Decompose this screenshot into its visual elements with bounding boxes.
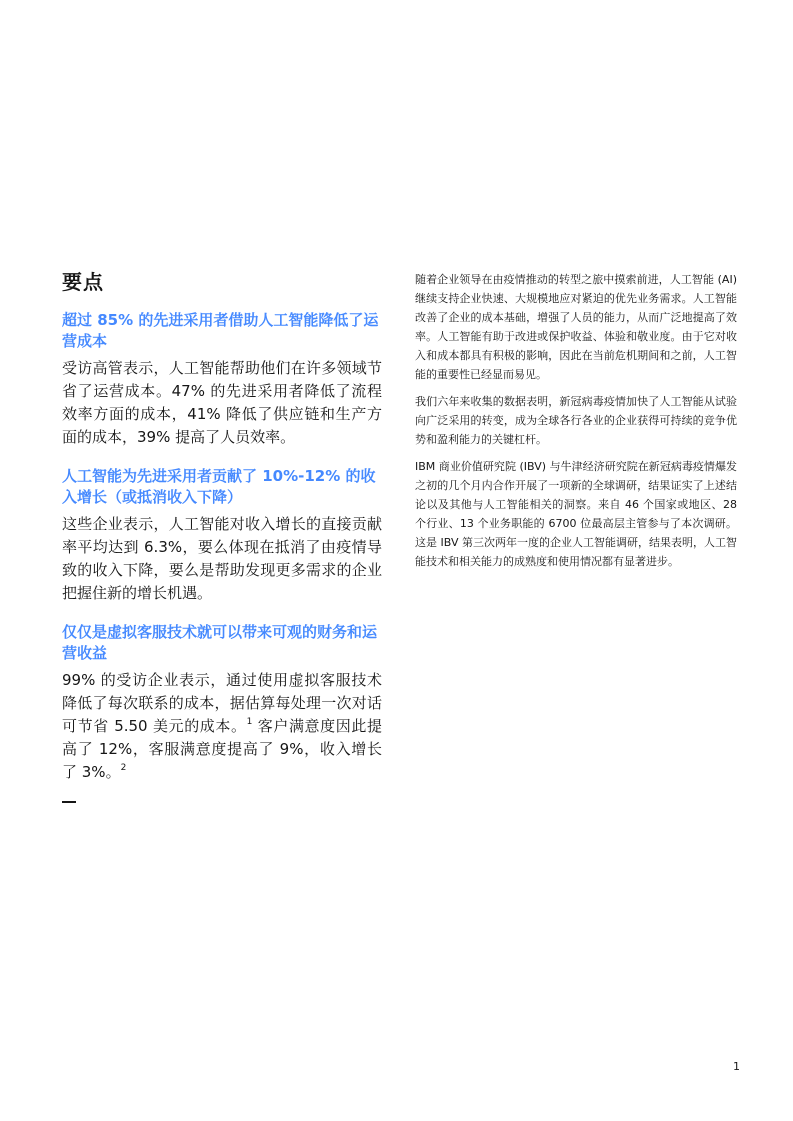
key-point-heading: 仅仅是虚拟客服技术就可以带来可观的财务和运营收益 <box>62 623 378 662</box>
intro-column <box>415 270 737 579</box>
intro-paragraph: 随着企业领导在由疫情推动的转型之旅中摸索前进，人工智能 (AI) 继续支持企业快速、大规模地应对紧迫的优先业务需求。人工智能改善了企业的成本基础，增强了人员的能力，从而广泛地提高了效率。人工智能有助于改进或保护收益、体验和敬业度。由于它对收入和成本都具有积极的影响，因此在当前危机期间和之前，人工智能的重要性已经显而易见。 <box>415 273 737 381</box>
intro-paragraph: 我们六年来收集的数据表明，新冠病毒疫情加快了人工智能从试验向广泛采用的转变，成为全球各行各业的企业获得可持续的竞争优势和盈利能力的关键杠杆。 <box>415 395 737 446</box>
section-end-mark <box>62 801 76 803</box>
footnote-ref-2: 2 <box>120 763 127 773</box>
intro-paragraph: IBM 商业价值研究院 (IBV) 与牛津经济研究院在新冠病毒疫情爆发之初的几个月内合作开展了一项新的全球调研，结果证实了上述结论以及其他与人工智能相关的洞察。来自 46 个国家或地区、28 个行业、13 个业务职能的 6700 位最高层主管参与了本次调研。这是 IBV 第三次两年一度的企业人工智能调研，结果表明，人工智能技术和相关能力的成熟度和使用情况都有显著进步。 <box>415 460 737 568</box>
key-point-body: 受访高管表示，人工智能帮助他们在许多领域节省了运营成本。47% 的先进采用者降低了流程效率方面的成本，41% 降低了供应链和生产方面的成本，39% 提高了人员效率。 <box>62 359 382 446</box>
footnote-ref-1: 1 <box>246 717 253 727</box>
key-point-body-part: 客户满意度因此提高了 12%，客服满意度提高了 9%，收入增长了 3%。 <box>62 717 382 781</box>
key-point-heading: 人工智能为先进采用者贡献了 10%-12% 的收入增长（或抵消收入下降） <box>62 467 376 506</box>
section-title: 要点 <box>62 270 104 294</box>
key-point-heading: 超过 85% 的先进采用者借助人工智能降低了运营成本 <box>62 311 379 350</box>
key-points-column <box>62 268 382 803</box>
key-point-body: 这些企业表示，人工智能对收入增长的直接贡献率平均达到 6.3%，要么体现在抵消了由疫情导致的收入下降，要么是帮助发现更多需求的企业把握住新的增长机遇。 <box>62 515 382 602</box>
key-point-body-part: 99% 的受访企业表示，通过使用虚拟客服技术降低了每次联系的成本，据估算每处理一次对话可节省 5.50 美元的成本。 <box>62 671 382 735</box>
page-number: 1 <box>733 1060 740 1073</box>
key-point-body <box>62 669 382 784</box>
